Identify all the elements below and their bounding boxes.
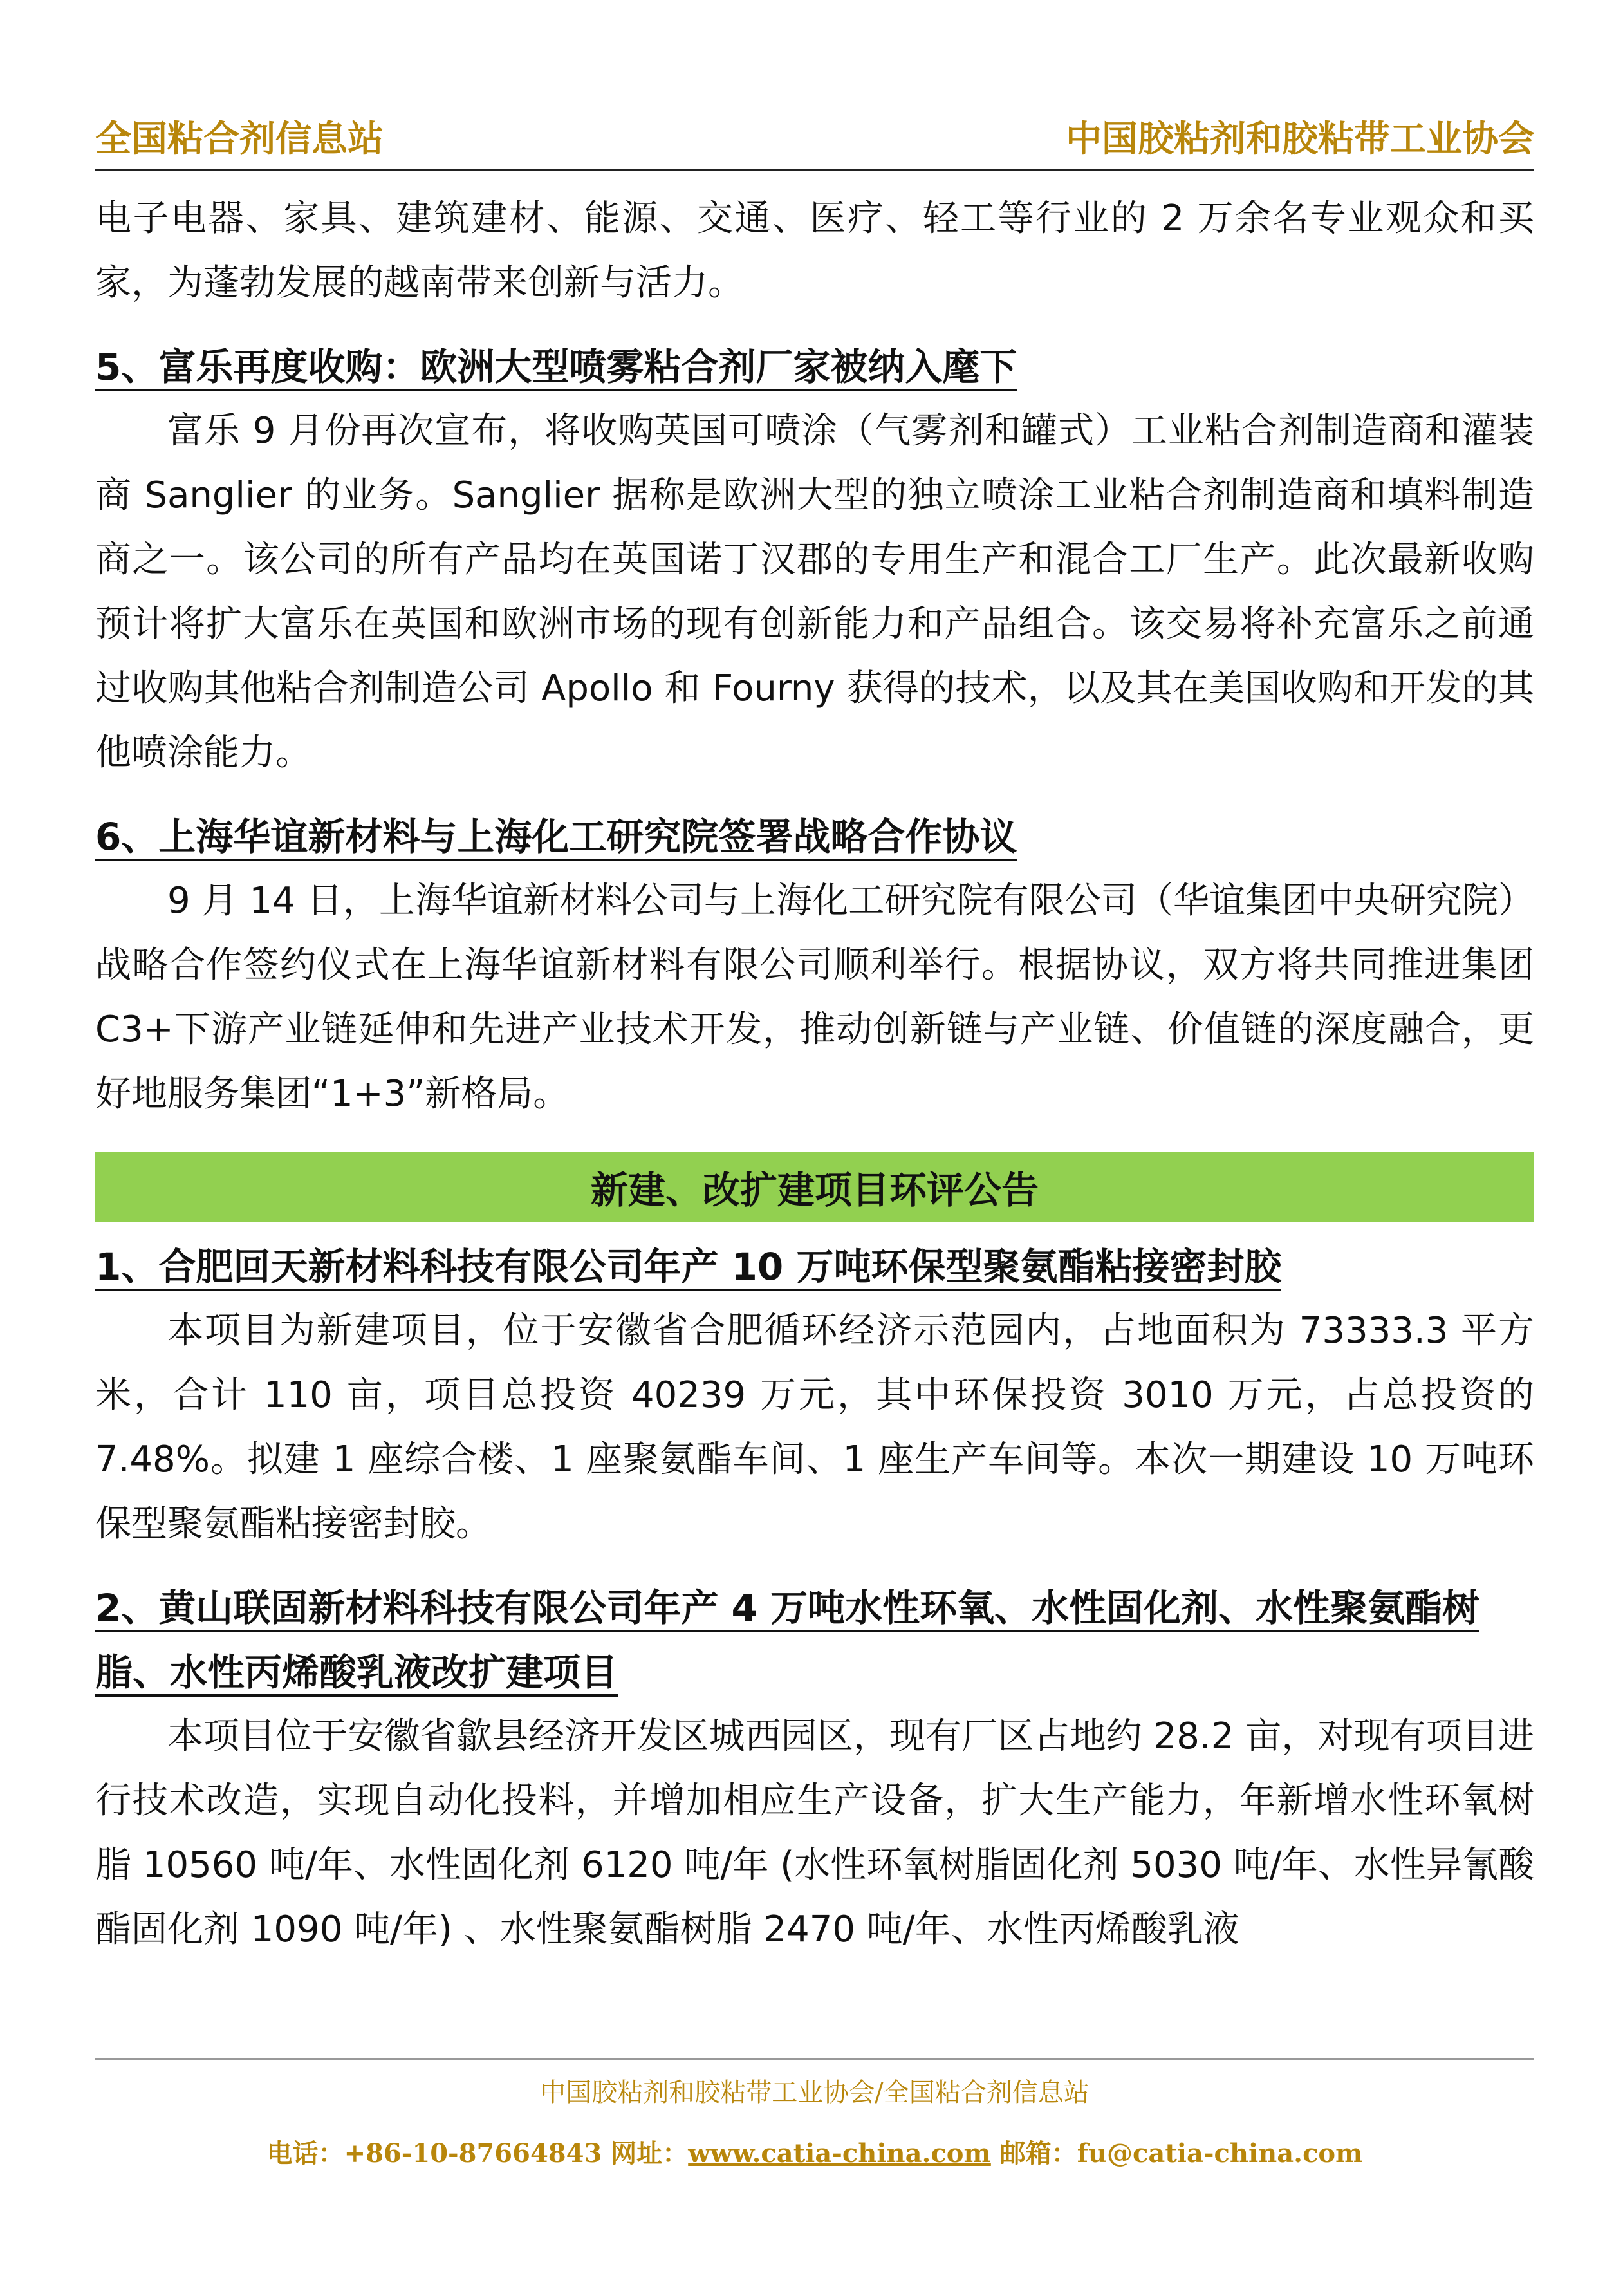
page-header (95, 117, 1534, 171)
project-title-1-text: 1、合肥回天新材料科技有限公司年产 10 万吨环保型聚氨酯粘接密封胶 (95, 1245, 1281, 1291)
project-title-1 (95, 1235, 1534, 1299)
project-title-2 (95, 1576, 1534, 1704)
project-title-2-text: 2、黄山联固新材料科技有限公司年产 4 万吨水性环氧、水性固化剂、水性聚氨酯树脂、水性丙烯酸乳液改扩建项目 (95, 1586, 1479, 1697)
news-body-6: 9 月 14 日，上海华谊新材料公司与上海化工研究院有限公司（华谊集团中央研究院）战略合作签约仪式在上海华谊新材料有限公司顺利举行。根据协议，双方将共同推进集团 C3+下游产业链延伸和先进产业技术开发，推动创新链与产业链、价值链的深度融合，更好地服务集团“1+3”新格局。 (95, 880, 1534, 1115)
project-body-2: 本项目位于安徽省歙县经济开发区城西园区，现有厂区占地约 28.2 亩，对现有项目进行技术改造，实现自动化投料，并增加相应生产设备，扩大生产能力，年新增水性环氧树脂 10560 吨/年、水性固化剂 6120 吨/年 (水性环氧树脂固化剂 5030 吨/年、水性异氰酸酯固化剂 1090 吨/年) 、水性聚氨酯树脂 2470 吨/年、水性丙烯酸乳液 (95, 1715, 1534, 1950)
footer-org-line: 中国胶粘剂和胶粘带工业协会/全国粘合剂信息站 (540, 2078, 1090, 2107)
footer-contact-line (95, 2133, 1534, 2170)
header-left-title: 全国粘合剂信息站 (95, 118, 384, 160)
page-footer (95, 2058, 1534, 2170)
project-body-1: 本项目为新建项目，位于安徽省合肥循环经济示范园内，占地面积为 73333.3 平方米，合计 110 亩，项目总投资 40239 万元，其中环保投资 3010 万元，占总投资的 7.48%。拟建 1 座综合楼、1 座聚氨酯车间、1 座生产车间等。本次一期建设 10 万吨环保型聚氨酯粘接密封胶。 (95, 1310, 1534, 1545)
news-body-5: 富乐 9 月份再次宣布，将收购英国可喷涂（气雾剂和罐式）工业粘合剂制造商和灌装商 Sanglier 的业务。Sanglier 据称是欧洲大型的独立喷涂工业粘合剂制造商和填料制造商之一。该公司的所有产品均在英国诺丁汉郡的专用生产和混合工厂生产。此次最新收购预计将扩大富乐在英国和欧洲市场的现有创新能力和产品组合。该交易将补充富乐之前通过收购其他粘合剂制造公司 Apollo 和 Fourny 获得的技术，以及其在美国收购和开发的其他喷涂能力。 (95, 410, 1534, 774)
section-banner: 新建、改扩建项目环评公告 (95, 1152, 1534, 1222)
footer-phone: 电话：+86-10-87664843 网址： (266, 2138, 689, 2169)
footer-website-link[interactable]: www.catia-china.com (688, 2138, 991, 2169)
header-right-title: 中国胶粘剂和胶粘带工业协会 (1066, 118, 1534, 160)
news-title-6 (95, 805, 1534, 869)
main-content (95, 187, 1534, 1962)
intro-paragraph: 电子电器、家具、建筑建材、能源、交通、医疗、轻工等行业的 2 万余名专业观众和买家，为蓬勃发展的越南带来创新与活力。 (95, 198, 1534, 304)
news-title-6-text: 6、上海华谊新材料与上海化工研究院签署战略合作协议 (95, 815, 1017, 861)
footer-email-label: 邮箱： (990, 2138, 1077, 2169)
news-title-5 (95, 335, 1534, 399)
news-title-5-text: 5、富乐再度收购：欧洲大型喷雾粘合剂厂家被纳入麾下 (95, 345, 1017, 391)
footer-email[interactable]: fu@catia-china.com (1077, 2138, 1363, 2169)
